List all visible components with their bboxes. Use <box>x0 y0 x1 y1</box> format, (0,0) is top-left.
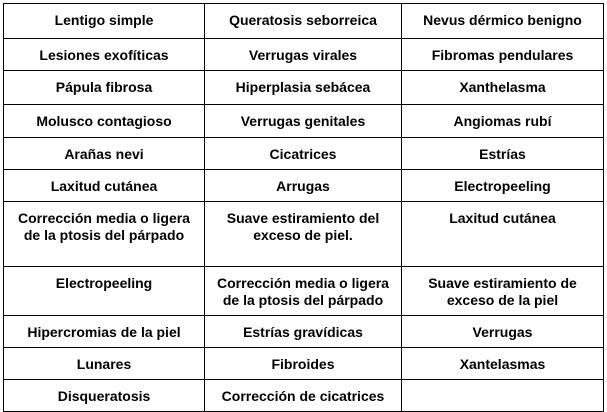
table-cell: Suave estiramiento del exceso de piel. <box>205 202 402 267</box>
table-cell: Verrugas genitales <box>205 105 402 138</box>
table-cell: Electropeeling <box>402 170 604 202</box>
table-row <box>4 39 604 71</box>
table-row <box>4 138 604 170</box>
table-cell: Fibroides <box>205 348 402 380</box>
table-row <box>4 380 604 412</box>
table-cell-empty <box>402 380 604 412</box>
table-cell: Cicatrices <box>205 138 402 170</box>
table-row <box>4 170 604 202</box>
table-cell: Hiperplasia sebácea <box>205 71 402 105</box>
table-cell: Hipercromias de la piel <box>4 316 205 348</box>
table-cell: Laxitud cutánea <box>402 202 604 267</box>
table-cell: Laxitud cutánea <box>4 170 205 202</box>
treatment-table <box>3 3 604 412</box>
table-cell: Xanthelasma <box>402 71 604 105</box>
table-cell: Suave estiramiento de exceso de la piel <box>402 267 604 316</box>
table-cell: Arrugas <box>205 170 402 202</box>
table-cell: Arañas nevi <box>4 138 205 170</box>
table-cell: Pápula fibrosa <box>4 71 205 105</box>
table-cell: Molusco contagioso <box>4 105 205 138</box>
table-cell: Electropeeling <box>4 267 205 316</box>
table-row <box>4 267 604 316</box>
table-row <box>4 316 604 348</box>
table-cell: Verrugas virales <box>205 39 402 71</box>
table-cell: Queratosis seborreica <box>205 4 402 39</box>
table-row <box>4 4 604 39</box>
table-cell: Nevus dérmico benigno <box>402 4 604 39</box>
table-cell: Estrías gravídicas <box>205 316 402 348</box>
table-cell: Verrugas <box>402 316 604 348</box>
table-cell: Lesiones exofíticas <box>4 39 205 71</box>
table-cell: Corrección media o ligera de la ptosis del párpado <box>4 202 205 267</box>
table-cell: Corrección media o ligera de la ptosis del párpado <box>205 267 402 316</box>
table-row <box>4 71 604 105</box>
table-row <box>4 105 604 138</box>
table-cell: Corrección de cicatrices <box>205 380 402 412</box>
table-row <box>4 348 604 380</box>
table-row <box>4 202 604 267</box>
table-cell: Lentigo simple <box>4 4 205 39</box>
table-cell: Xantelasmas <box>402 348 604 380</box>
table-cell: Estrías <box>402 138 604 170</box>
table-cell: Disqueratosis <box>4 380 205 412</box>
table-cell: Fibromas pendulares <box>402 39 604 71</box>
table-cell: Lunares <box>4 348 205 380</box>
table-cell: Angiomas rubí <box>402 105 604 138</box>
